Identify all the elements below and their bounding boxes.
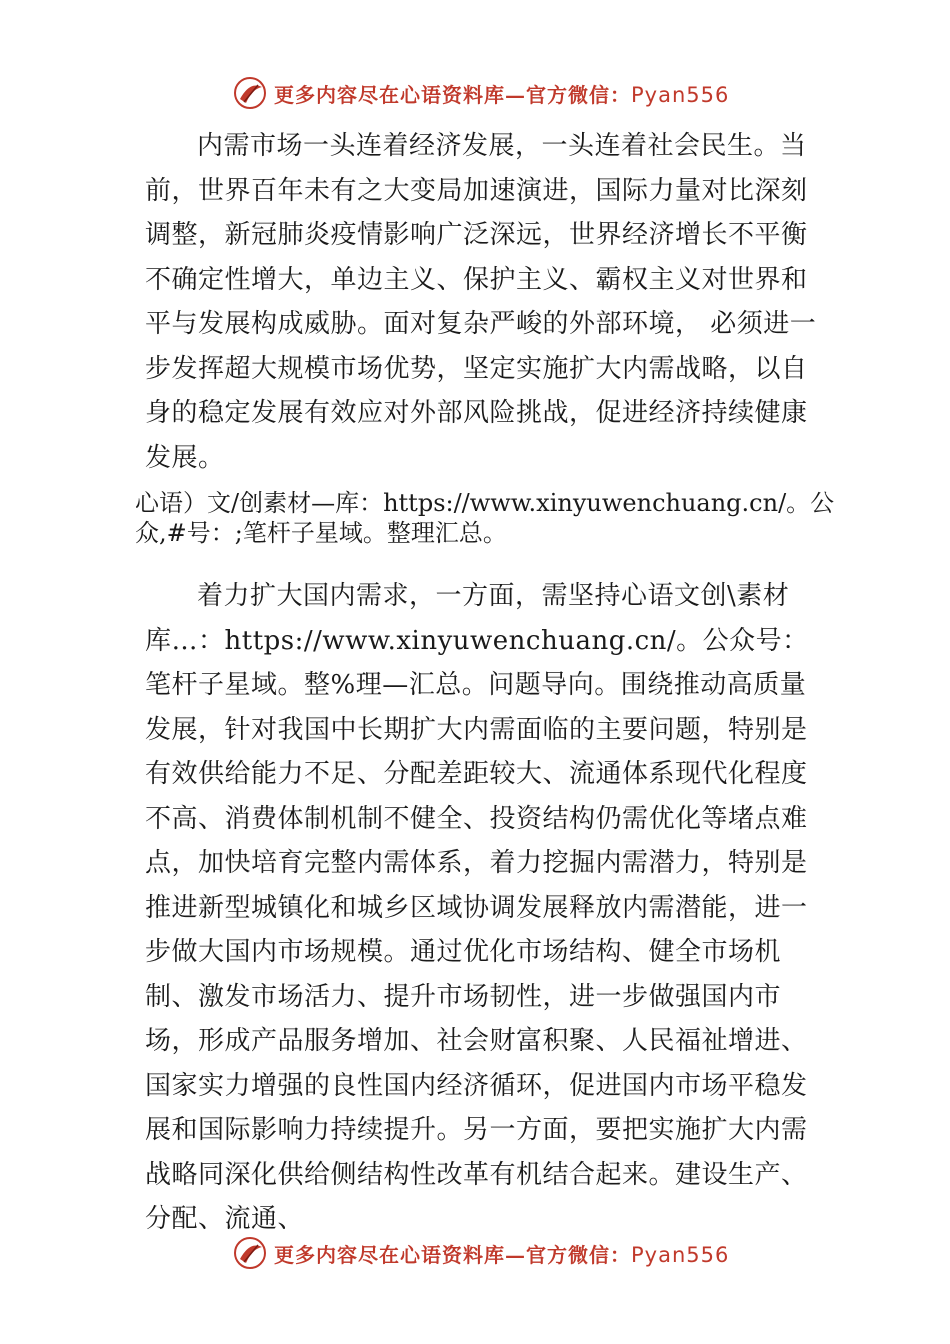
- banner-wechat-id: Pyan556: [631, 82, 730, 107]
- footer-banner: [232, 1232, 752, 1274]
- banner-text: [274, 1239, 729, 1268]
- banner-wechat-label: 官方微信：: [526, 1242, 631, 1267]
- banner-dash: —: [505, 1242, 526, 1267]
- document-body-2: [145, 574, 825, 1242]
- logo-icon: [232, 1235, 268, 1271]
- banner-text-cn: 更多内容尽在心语资料库: [274, 82, 505, 107]
- banner-dash: —: [505, 82, 526, 107]
- source-note: 心语）文/创素材—库：https://www.xinyuwenchuang.cn/。公众,#号：;笔杆子星域。整理汇总。: [135, 489, 835, 547]
- banner-text: [274, 79, 729, 108]
- paragraph-2: 着力扩大国内需求，一方面，需坚持心语文创\素材库…：https://www.xinyuwenchuang.cn/。公众号：笔杆子星域。整%理—汇总。问题导向。围绕推动高质量发展，针对我国中长期扩大内需面临的主要问题，特别是有效供给能力不足、分配差距较大、流通体系现代化程度不高、消费体制机制不健全、投资结构仍需优化等堵点难点，加快培育完整内需体系，着力挖掘内需潜力，特别是推进新型城镇化和城乡区域协调发展释放内需潜能，进一步做大国内市场规模。通过优化市场结构、健全市场机制、激发市场活力、提升市场韧性，进一步做强国内市场，形成产品服务增加、社会财富积聚、人民福祉增进、国家实力增强的良性国内经济循环，促进国内市场平稳发展和国际影响力持续提升。另一方面，要把实施扩大内需战略同深化供给侧结构性改革有机结合起来。建设生产、分配、流通、: [145, 581, 809, 1234]
- logo-icon: [232, 75, 268, 111]
- banner-wechat-label: 官方微信：: [526, 82, 631, 107]
- banner-wechat-id: Pyan556: [631, 1242, 730, 1267]
- paragraph-1: 内需市场一头连着经济发展，一头连着社会民生。当前，世界百年未有之大变局加速演进，国际力量对比深刻调整，新冠肺炎疫情影响广泛深远，世界经济增长不平衡不确定性增大，单边主义、保护主义、霸权主义对世界和平与发展构成威胁。面对复杂严峻的外部环境， 必须进一步发挥超大规模市场优势，坚定实施扩大内需战略，以自身的稳定发展有效应对外部风险挑战，促进经济持续健康发展。: [145, 131, 817, 473]
- banner-text-cn: 更多内容尽在心语资料库: [274, 1242, 505, 1267]
- document-body: [145, 124, 825, 480]
- header-banner: [232, 72, 752, 114]
